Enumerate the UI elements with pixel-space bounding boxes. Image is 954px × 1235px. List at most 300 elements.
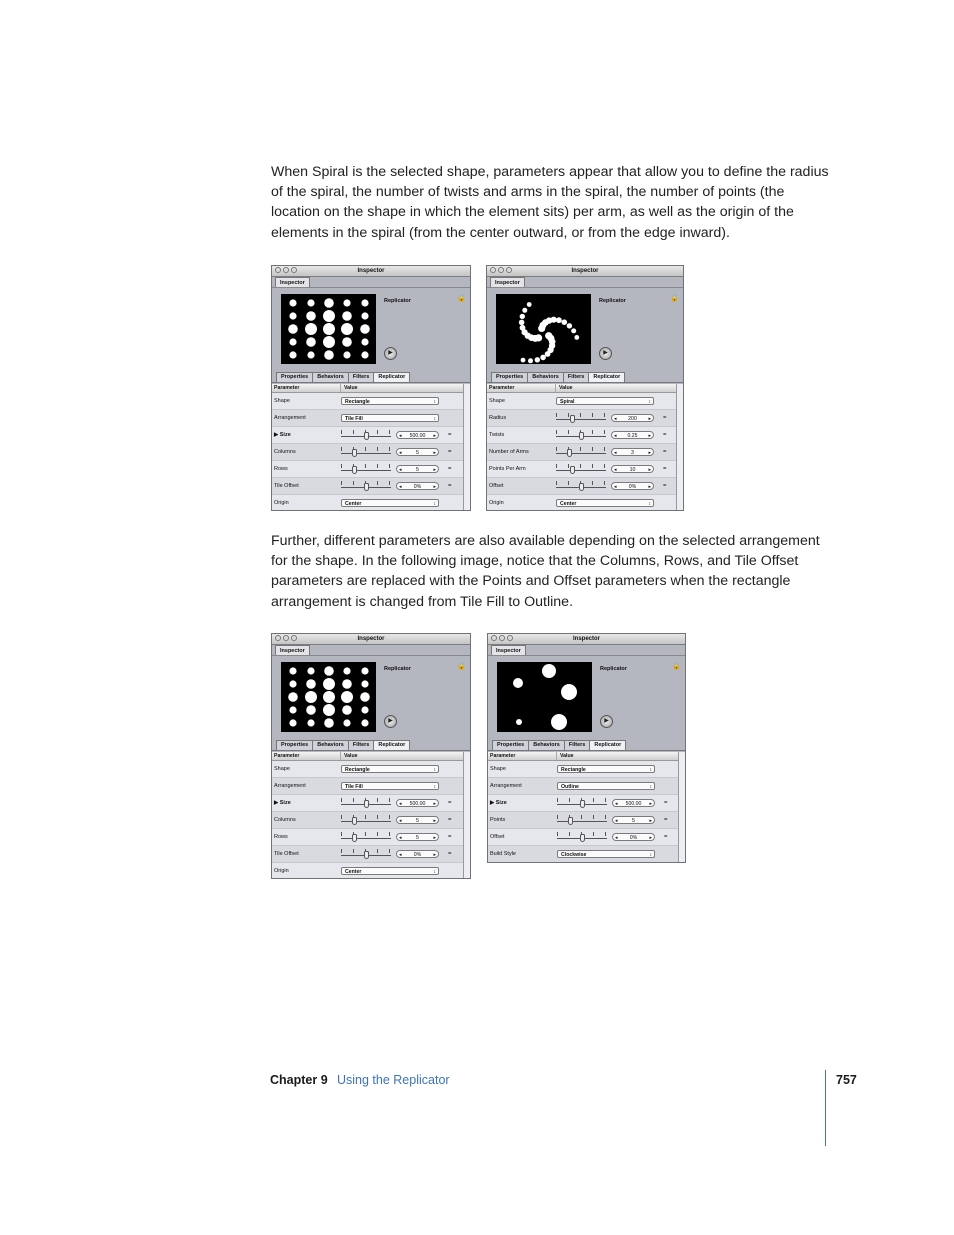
link-toggle-icon[interactable]: = [664, 817, 668, 823]
divider [488, 750, 685, 751]
tab-behaviors[interactable]: Behaviors [527, 372, 564, 383]
parameter-name: Columns [274, 817, 296, 823]
table-row [272, 846, 464, 863]
replicator-preview [497, 662, 592, 732]
scrollbar[interactable] [678, 752, 685, 862]
value-slider[interactable] [556, 464, 606, 474]
tab-replicator[interactable]: Replicator [588, 372, 625, 383]
table-row [272, 461, 464, 478]
slider-ticks [341, 815, 391, 819]
table-row [487, 427, 677, 444]
slider-thumb[interactable] [352, 817, 357, 825]
parameter-name: Columns [274, 449, 296, 455]
tab-filters[interactable]: Filters [563, 372, 590, 383]
link-toggle-icon[interactable]: = [448, 466, 452, 472]
link-toggle-icon[interactable]: = [448, 449, 452, 455]
intro-paragraph-spiral: When Spiral is the selected shape, parameters appear that allow you to define the radius of the spiral, the number of twists and arms in the spiral, the number of points (the location on the shape in which the element sits) per arm, as well as the origin of the elements in the spiral (from the center outward, or from the edge inward). [271, 164, 829, 241]
zoom-button[interactable] [506, 267, 512, 273]
table-row [487, 495, 677, 511]
play-button[interactable]: ▶ [600, 715, 613, 728]
parameter-name: Shape [274, 398, 290, 404]
value-stepper[interactable]: ◂ 0% ▸ [396, 482, 439, 490]
replicated-element [323, 310, 335, 322]
replicated-element [342, 337, 352, 347]
table-row [272, 444, 464, 461]
replicated-element [289, 719, 296, 726]
tab-inspector[interactable]: Inspector [275, 277, 310, 288]
value-slider[interactable] [556, 413, 606, 423]
table-row [488, 795, 679, 812]
value-slider[interactable] [556, 481, 606, 491]
replicated-element [361, 351, 368, 358]
column-header-value: Value [559, 385, 573, 391]
play-button[interactable]: ▶ [384, 347, 397, 360]
slider-ticks [557, 815, 607, 819]
divider [488, 655, 685, 656]
minimize-button[interactable] [283, 635, 289, 641]
parameter-table [488, 752, 679, 862]
value-slider[interactable] [557, 832, 607, 842]
replicated-element [306, 679, 316, 689]
tab-inspector[interactable]: Inspector [275, 645, 310, 656]
link-toggle-icon[interactable]: = [448, 483, 452, 489]
slider-thumb[interactable] [364, 432, 369, 440]
replicated-element [341, 691, 353, 703]
replicated-element [343, 719, 350, 726]
parameter-name: Shape [490, 766, 506, 772]
parameter-name: Shape [274, 766, 290, 772]
replicated-element [361, 667, 368, 674]
value-stepper[interactable]: ◂ 500.00 ▸ [396, 431, 439, 439]
value-popup-menu[interactable]: Tile Fill ↕ [341, 782, 439, 790]
minimize-button[interactable] [498, 267, 504, 273]
minimize-button[interactable] [499, 635, 505, 641]
replicated-element [343, 299, 350, 306]
window-controls [491, 635, 513, 641]
replicated-element [307, 719, 314, 726]
parameter-name: Arrangement [274, 415, 306, 421]
slider-track [556, 419, 606, 420]
slider-thumb[interactable] [579, 483, 584, 491]
replicated-element [288, 692, 298, 702]
scrollbar[interactable] [463, 384, 470, 510]
value-slider[interactable] [341, 430, 391, 440]
replicated-element [556, 317, 562, 323]
slider-thumb[interactable] [579, 432, 584, 440]
value-stepper[interactable]: ◂ 0% ▸ [612, 833, 655, 841]
table-row [487, 410, 677, 427]
tab-properties[interactable]: Properties [491, 372, 528, 383]
slider-thumb[interactable] [364, 800, 369, 808]
value-popup-menu[interactable]: Rectangle ↕ [557, 765, 655, 773]
value-slider[interactable] [341, 447, 391, 457]
scrollbar[interactable] [463, 752, 470, 878]
replicated-element [306, 337, 316, 347]
replicated-element [574, 335, 579, 340]
link-toggle-icon[interactable]: = [448, 851, 452, 857]
inspector-rectangle-tile-fill-2 [271, 633, 471, 879]
replicated-element [324, 350, 334, 360]
replicated-element [324, 718, 334, 728]
replicated-element [289, 667, 296, 674]
value-popup-menu[interactable]: Rectangle ↕ [341, 397, 439, 405]
column-header-value: Value [560, 753, 574, 759]
slider-thumb[interactable] [580, 834, 585, 842]
replicated-element [289, 680, 296, 687]
parameter-name: Rows [274, 834, 288, 840]
footer-divider [825, 1070, 826, 1146]
value-popup-menu[interactable]: Outline ↕ [557, 782, 655, 790]
slider-thumb[interactable] [567, 449, 572, 457]
replicated-element [528, 358, 533, 363]
divider [272, 382, 470, 383]
replicated-element [361, 706, 368, 713]
replicated-element [323, 691, 335, 703]
table-row [488, 812, 679, 829]
table-row [487, 478, 677, 495]
table-row [272, 427, 464, 444]
replicated-element [562, 319, 568, 325]
replicated-element [289, 338, 296, 345]
table-header [272, 384, 464, 393]
value-stepper[interactable]: ◂ 5 ▸ [396, 833, 439, 841]
slider-ticks [341, 832, 391, 836]
replicated-element [521, 358, 526, 363]
slider-thumb[interactable] [364, 851, 369, 859]
value-stepper[interactable]: ◂ 0.25 ▸ [611, 431, 654, 439]
replicated-element [545, 351, 551, 357]
slider-thumb[interactable] [570, 415, 575, 423]
footer-chapter: Chapter 9 [270, 1073, 328, 1087]
replicated-element [571, 328, 576, 333]
slider-track [557, 821, 607, 822]
parameter-name: Shape [489, 398, 505, 404]
parameter-name: Origin [489, 500, 504, 506]
replicated-element [288, 324, 298, 334]
slider-track [341, 838, 391, 839]
table-row [488, 829, 679, 846]
value-slider[interactable] [341, 798, 391, 808]
slider-ticks [556, 413, 606, 417]
footer-chapter-title[interactable]: Using the Replicator [337, 1073, 450, 1087]
link-toggle-icon[interactable]: = [663, 466, 667, 472]
replicator-preview [281, 662, 376, 732]
replicated-element [289, 706, 296, 713]
replicated-element [342, 679, 352, 689]
close-button[interactable] [275, 635, 281, 641]
tab-properties[interactable]: Properties [276, 372, 313, 383]
parameter-name: Tile Offset [274, 483, 299, 489]
table-row [272, 410, 464, 427]
link-toggle-icon[interactable]: = [448, 834, 452, 840]
table-row [272, 778, 464, 795]
scrollbar[interactable] [676, 384, 683, 510]
tab-properties[interactable]: Properties [276, 740, 313, 751]
parameter-name: Twists [489, 432, 505, 438]
replicated-element [289, 299, 296, 306]
window-titlebar[interactable] [272, 634, 470, 645]
parameter-name[interactable]: ▶ Size [274, 432, 291, 438]
value-popup-menu[interactable]: Tile Fill ↕ [341, 414, 439, 422]
divider [272, 655, 470, 656]
slider-ticks [341, 447, 391, 451]
parameter-name: Points Per Arm [489, 466, 526, 472]
object-name: Replicator [600, 666, 627, 672]
value-stepper[interactable]: ◂ 0% ▸ [396, 850, 439, 858]
column-header-parameter: Parameter [487, 384, 556, 392]
replicated-element [342, 705, 352, 715]
replicated-element [567, 323, 572, 328]
parameter-name: Origin [274, 500, 289, 506]
parameter-table [487, 384, 677, 510]
link-toggle-icon[interactable]: = [448, 432, 452, 438]
close-button[interactable] [490, 267, 496, 273]
replicated-element [513, 678, 523, 688]
link-toggle-icon[interactable]: = [448, 800, 452, 806]
value-stepper[interactable]: ◂ 10 ▸ [611, 465, 654, 473]
value-popup-menu[interactable]: Rectangle ↕ [341, 765, 439, 773]
replicated-element [527, 302, 532, 307]
replicated-element [343, 351, 350, 358]
table-row [272, 495, 464, 511]
value-slider[interactable] [341, 481, 391, 491]
table-row [488, 761, 679, 778]
slider-thumb[interactable] [568, 817, 573, 825]
page-number: 757 [836, 1073, 857, 1087]
tab-filters[interactable]: Filters [348, 372, 375, 383]
zoom-button[interactable] [291, 635, 297, 641]
replicated-element [516, 719, 522, 725]
replicated-element [342, 311, 352, 321]
table-row [487, 444, 677, 461]
table-row [487, 461, 677, 478]
parameter-name: Offset [489, 483, 504, 489]
replicated-element [522, 308, 527, 313]
table-header [487, 384, 677, 393]
value-stepper[interactable]: ◂ 5 ▸ [396, 448, 439, 456]
link-toggle-icon[interactable]: = [664, 800, 668, 806]
lock-icon[interactable]: 🔒 [457, 663, 466, 670]
parameter-name: Points [490, 817, 506, 823]
tab-filters[interactable]: Filters [348, 740, 375, 751]
link-toggle-icon[interactable]: = [663, 415, 667, 421]
zoom-button[interactable] [291, 267, 297, 273]
replicated-element [542, 664, 556, 678]
play-button[interactable]: ▶ [384, 715, 397, 728]
value-slider[interactable] [341, 849, 391, 859]
table-row [272, 829, 464, 846]
replicated-element [361, 299, 368, 306]
slider-thumb[interactable] [352, 449, 357, 457]
replicated-element [551, 714, 567, 730]
slider-thumb[interactable] [580, 800, 585, 808]
slider-thumb[interactable] [364, 483, 369, 491]
tab-properties[interactable]: Properties [492, 740, 529, 751]
table-row [488, 778, 679, 795]
value-stepper[interactable]: ◂ 500.00 ▸ [396, 799, 439, 807]
tab-behaviors[interactable]: Behaviors [528, 740, 565, 751]
value-stepper[interactable]: ◂ 5 ▸ [396, 816, 439, 824]
replicator-preview [496, 294, 591, 364]
value-stepper[interactable]: ◂ 5 ▸ [396, 465, 439, 473]
slider-thumb[interactable] [570, 466, 575, 474]
table-row [272, 478, 464, 495]
window-controls [275, 267, 297, 273]
table-row [272, 863, 464, 879]
slider-ticks [556, 464, 606, 468]
value-slider[interactable] [341, 464, 391, 474]
parameter-table [272, 384, 464, 510]
column-header-parameter: Parameter [488, 752, 557, 760]
table-header [272, 752, 464, 761]
table-row [272, 812, 464, 829]
inspector-rectangle-outline [487, 633, 686, 863]
replicated-element [520, 314, 525, 319]
divider [487, 382, 683, 383]
value-stepper[interactable]: ◂ 5 ▸ [612, 816, 655, 824]
replicated-element [341, 323, 353, 335]
window-title: Inspector [357, 636, 385, 642]
object-name: Replicator [384, 666, 411, 672]
replicated-element [323, 678, 335, 690]
replicated-element [360, 324, 370, 334]
lock-icon[interactable]: 🔒 [457, 295, 466, 302]
slider-track [556, 470, 606, 471]
window-title: Inspector [571, 268, 599, 274]
replicated-element [323, 704, 335, 716]
slider-track [556, 453, 606, 454]
parameter-name: Build Style [490, 851, 516, 857]
window-titlebar[interactable] [272, 266, 470, 277]
window-controls [490, 267, 512, 273]
replicated-element [306, 705, 316, 715]
tab-behaviors[interactable]: Behaviors [312, 740, 349, 751]
table-header [488, 752, 679, 761]
replicated-element [361, 338, 368, 345]
replicated-element [324, 666, 334, 676]
value-popup-menu[interactable]: Spiral ↕ [556, 397, 654, 405]
tab-inspector[interactable]: Inspector [491, 645, 526, 656]
play-button[interactable]: ▶ [599, 347, 612, 360]
replicator-preview [281, 294, 376, 364]
parameter-table [272, 752, 464, 878]
replicated-element [307, 299, 314, 306]
value-stepper[interactable]: ◂ 200 ▸ [611, 414, 654, 422]
value-slider[interactable] [341, 832, 391, 842]
zoom-button[interactable] [507, 635, 513, 641]
replicated-element [323, 336, 335, 348]
close-button[interactable] [491, 635, 497, 641]
value-slider[interactable] [556, 447, 606, 457]
replicated-element [289, 351, 296, 358]
replicated-element [323, 323, 335, 335]
replicated-element [305, 691, 317, 703]
table-row [272, 795, 464, 812]
minimize-button[interactable] [283, 267, 289, 273]
value-slider[interactable] [557, 798, 607, 808]
tab-replicator[interactable]: Replicator [589, 740, 626, 751]
replicated-element [361, 719, 368, 726]
lock-icon[interactable]: 🔒 [672, 663, 681, 670]
arrangement-paragraph: Further, different parameters are also available depending on the selected arrangement for the shape. In the following image, notice that the Columns, Rows, and Tile Offset parameters are replaced with the Points and Offset parameters when the rectangle arrangement is changed from Tile Fill to Outline. [271, 533, 820, 610]
slider-thumb[interactable] [352, 834, 357, 842]
link-toggle-icon[interactable]: = [663, 432, 667, 438]
tab-filters[interactable]: Filters [564, 740, 591, 751]
value-popup-menu[interactable]: Center ↕ [556, 499, 654, 507]
value-popup-menu[interactable]: Center ↕ [341, 499, 439, 507]
parameter-name: Tile Offset [274, 851, 299, 857]
inspector-rectangle-tile-fill [271, 265, 471, 511]
tab-inspector[interactable]: Inspector [490, 277, 525, 288]
parameter-name: Number of Arms [489, 449, 529, 455]
value-popup-menu[interactable]: Clockwise ↕ [557, 850, 655, 858]
replicated-element [561, 684, 577, 700]
slider-track [341, 821, 391, 822]
value-slider[interactable] [341, 815, 391, 825]
lock-icon[interactable]: 🔒 [670, 295, 679, 302]
table-row [488, 846, 679, 863]
slider-track [341, 470, 391, 471]
value-stepper[interactable]: ◂ 0% ▸ [611, 482, 654, 490]
replicated-element [307, 351, 314, 358]
parameter-name: Arrangement [490, 783, 522, 789]
replicated-element [343, 667, 350, 674]
tab-behaviors[interactable]: Behaviors [312, 372, 349, 383]
column-header-parameter: Parameter [272, 752, 341, 760]
link-toggle-icon[interactable]: = [663, 483, 667, 489]
close-button[interactable] [275, 267, 281, 273]
replicated-element [307, 667, 314, 674]
link-toggle-icon[interactable]: = [664, 834, 668, 840]
divider [272, 287, 470, 288]
replicated-element [551, 317, 557, 323]
tab-replicator[interactable]: Replicator [373, 372, 410, 383]
inspector-spiral [486, 265, 684, 511]
parameter-name: Radius [489, 415, 507, 421]
divider [487, 287, 683, 288]
slider-ticks [556, 447, 606, 451]
column-header-value: Value [344, 753, 358, 759]
window-titlebar[interactable] [487, 266, 683, 277]
parameter-name[interactable]: ▶ Size [274, 800, 291, 806]
replicated-element [306, 311, 316, 321]
column-header-value: Value [344, 385, 358, 391]
slider-thumb[interactable] [352, 466, 357, 474]
value-slider[interactable] [557, 815, 607, 825]
replicated-element [289, 312, 296, 319]
object-name: Replicator [599, 298, 626, 304]
table-row [272, 761, 464, 778]
window-controls [275, 635, 297, 641]
value-stepper[interactable]: ◂ 500.00 ▸ [612, 799, 655, 807]
table-row [487, 393, 677, 410]
tab-replicator[interactable]: Replicator [373, 740, 410, 751]
parameter-name: Offset [490, 834, 505, 840]
window-titlebar[interactable] [488, 634, 685, 645]
replicated-element [305, 323, 317, 335]
window-title: Inspector [572, 636, 600, 642]
replicated-element [540, 355, 546, 361]
column-header-parameter: Parameter [272, 384, 341, 392]
value-slider[interactable] [556, 430, 606, 440]
object-name: Replicator [384, 298, 411, 304]
link-toggle-icon[interactable]: = [448, 817, 452, 823]
value-popup-menu[interactable]: Center ↕ [341, 867, 439, 875]
parameter-name[interactable]: ▶ Size [490, 800, 507, 806]
parameter-name: Arrangement [274, 783, 306, 789]
value-stepper[interactable]: ◂ 3 ▸ [611, 448, 654, 456]
link-toggle-icon[interactable]: = [663, 449, 667, 455]
